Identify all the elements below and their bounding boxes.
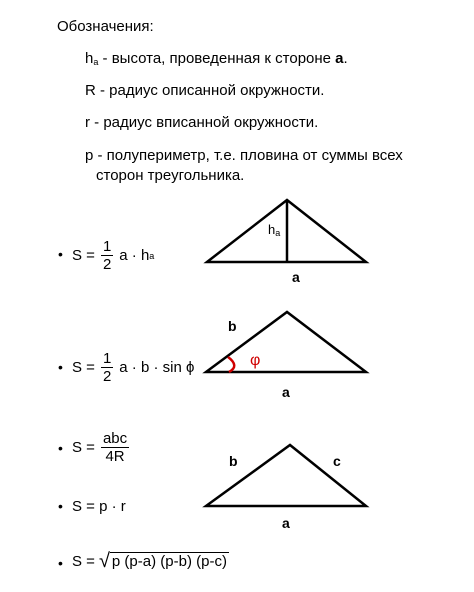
formula-2-numerator: 1 [102,350,112,367]
formula-5-radicand: p (p-a) (p-b) (p-c) [111,553,227,570]
formula-3-denominator: 4R [105,448,125,465]
inradius-description: - радиус вписанной окружности. [90,114,319,131]
semiperimeter-description-2: сторон треугольника. [96,167,245,184]
formula-2-denominator: 2 [102,368,112,385]
angle-arc-icon [228,357,234,372]
bullet-1: • [58,246,63,262]
formula-2-lhs: S = [72,359,95,376]
formula-3-lhs: S = [72,439,95,456]
height-tail: . [343,50,348,67]
fig2-side-label: b [228,318,237,334]
formula-4-text: S = p · r [72,498,126,515]
triangle-1 [207,200,366,262]
formula-2-rhs: a · b · sin ϕ [119,359,195,376]
formula-1-denominator: 2 [102,256,112,273]
fig3-left-label: b [229,453,238,469]
fig1-height-label [268,222,280,238]
fig1-height-subscript: a [275,228,281,238]
formula-5-lhs: S = [72,552,95,570]
fig1-height-symbol: h [268,222,276,237]
fig1-base-label: a [292,269,300,285]
formula-1-rhs: a · h [119,247,150,264]
formula-3-numerator: abc [102,430,128,447]
inradius-symbol: r [85,114,90,131]
formula-1-numerator: 1 [102,238,112,255]
bullet-4: • [58,498,63,514]
height-symbol: h [85,50,94,67]
fig3-right-label: c [333,453,341,469]
circumradius-symbol: R [85,82,96,99]
legend-heading: Обозначения: [57,18,154,35]
semiperimeter-description-1: - полупериметр, т.е. пловина от суммы всех [93,147,403,164]
formula-1-subscript: a [149,250,155,261]
semiperimeter-symbol: p [85,147,94,164]
sqrt-icon: √ [98,550,110,572]
formula-1-lhs: S = [72,247,95,264]
height-description: - высота, проведенная к стороне [98,50,336,67]
circumradius-description: - радиус описанной окружности. [95,82,325,99]
fig3-base-label: a [282,515,290,531]
bullet-3: • [58,440,63,456]
bullet-2: • [58,359,63,375]
fig2-base-label: a [282,384,290,400]
fig2-angle-label: φ [250,352,261,369]
height-subscript: a [93,57,99,67]
bullet-5: • [58,555,63,571]
side-a-bold: а [335,50,344,67]
